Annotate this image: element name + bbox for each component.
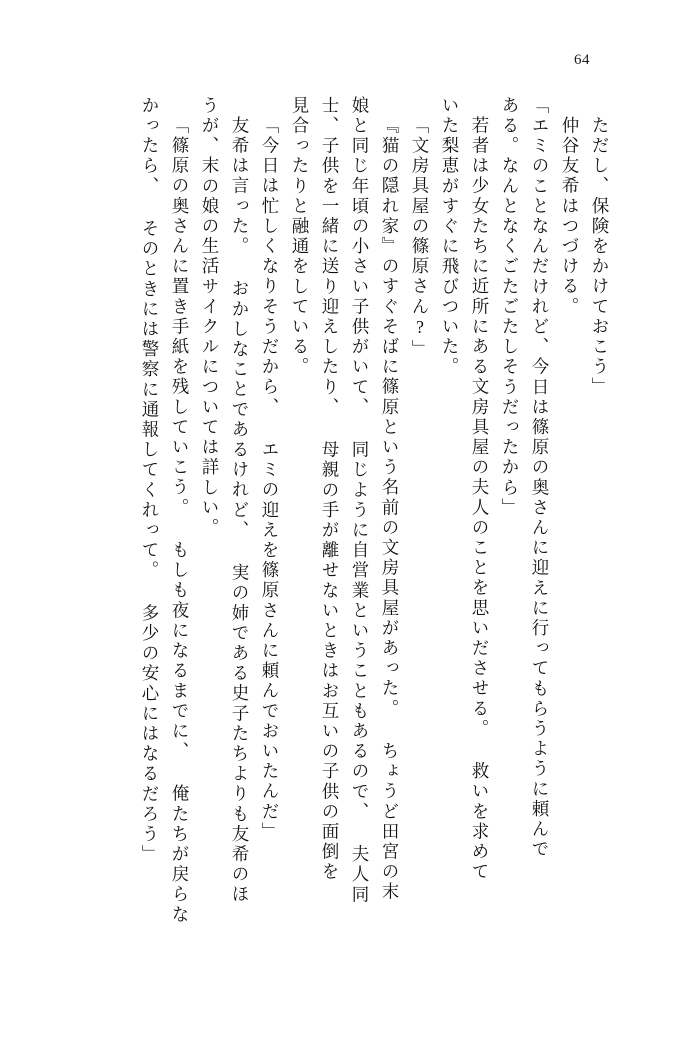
page-number: 64 — [574, 52, 590, 68]
text-line: 「今日は忙しくなりそうだから、 エミの迎えを篠原さんに頼んでおいたんだ」 — [260, 116, 280, 843]
text-line: うが、末の娘の生活サイクルについては詳しい。 — [200, 96, 220, 539]
body-text-block — [60, 96, 608, 998]
text-line: いた梨恵がすぐに飛びついた。 — [440, 96, 460, 378]
text-line: 見合ったりと融通をしている。 — [290, 96, 310, 378]
text-line: 『猫の隠れ家』のすぐそばに篠原という名前の文房具屋があった。 ちょうど田宮の末 — [380, 116, 400, 903]
text-line: ただし、保険をかけておこう」 — [590, 116, 610, 398]
text-line: かったら、 そのときには警察に通報してくれって。 多少の安心にはなるだろう」 — [140, 96, 160, 865]
text-line: 友希は言った。 おかしなことであるけれど、 実の姉である史子たちよりも友希のほ — [230, 116, 250, 905]
text-line: 娘と同じ年頃の小さい子供がいて、 同じように自営業ということもあるので、 夫人同 — [350, 96, 370, 905]
text-line: 「文房具屋の篠原さん?」 — [410, 116, 430, 360]
text-line: 若者は少女たちに近所にある文房具屋の夫人のことを思いださせる。 救いを求めて — [470, 116, 490, 883]
text-line: ある。なんとなくごたごたしそうだったから」 — [500, 96, 520, 519]
text-line: 「篠原の奥さんに置き手紙を残していこう。 もしも夜になるまでに、 俺たちが戻らな — [170, 116, 190, 925]
text-line: 「エミのことなんだけれど、今日は篠原の奥さんに迎えに行ってもらうように頼んで — [530, 96, 550, 860]
text-line: 仲谷友希はつづける。 — [560, 116, 580, 317]
text-line: 士、子供を一緒に送り迎えしたり、 母親の手が離せないときはお互いの子供の面倒を — [320, 96, 340, 883]
